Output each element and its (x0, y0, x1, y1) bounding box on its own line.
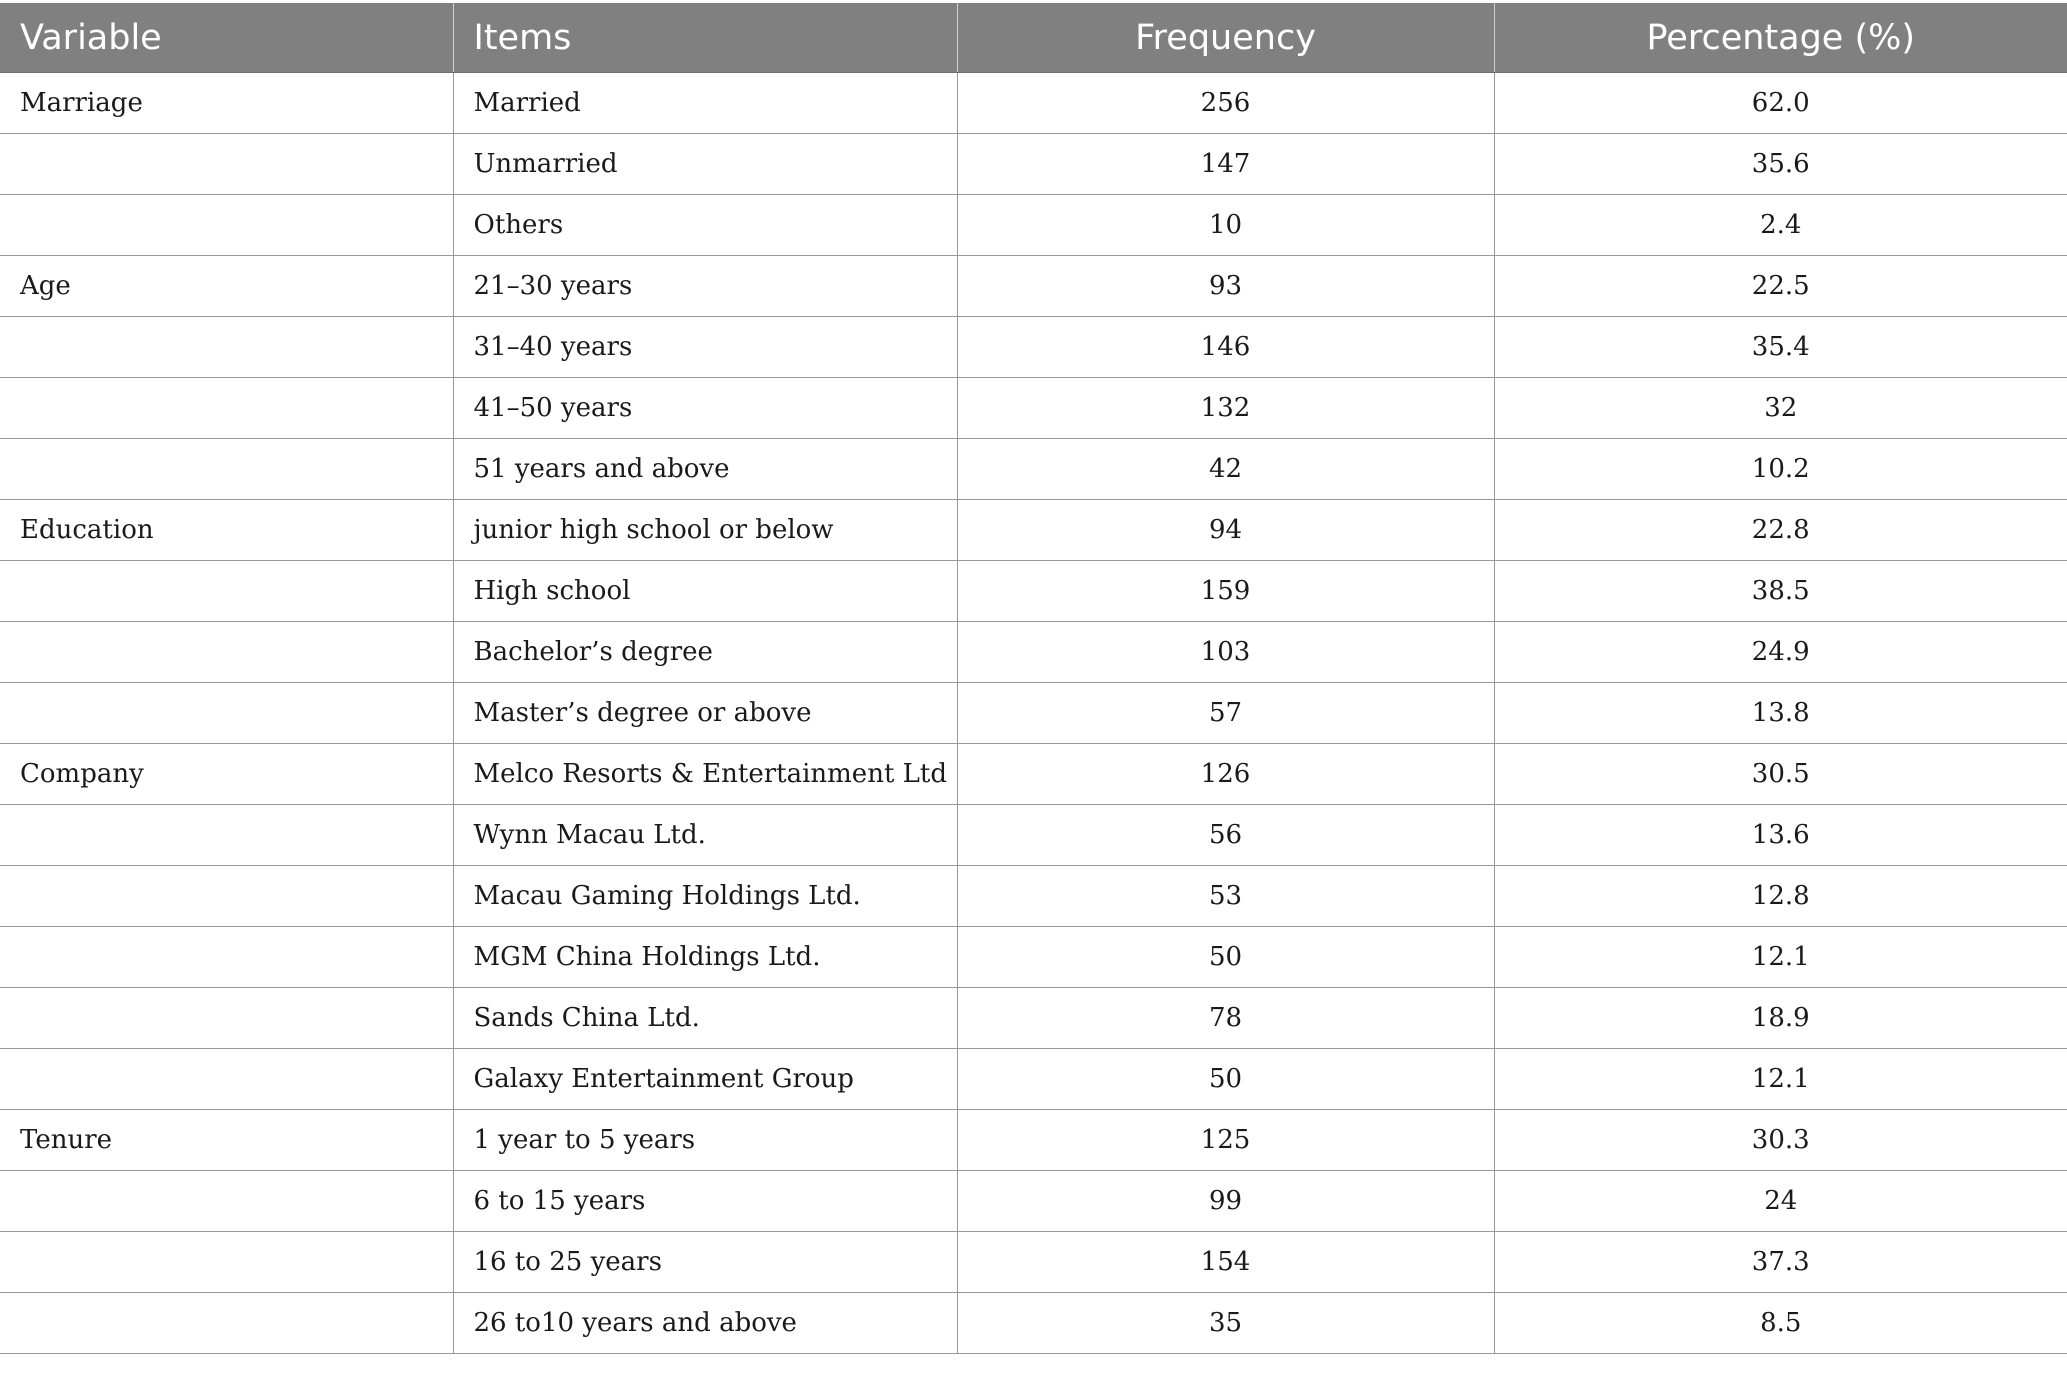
variable-cell (0, 134, 453, 195)
frequency-cell: 132 (957, 378, 1494, 439)
variable-cell: Tenure (0, 1110, 453, 1171)
variable-cell (0, 1171, 453, 1232)
item-cell: junior high school or below (453, 500, 957, 561)
table-row (0, 988, 2067, 1049)
frequency-cell: 103 (957, 622, 1494, 683)
table-row (0, 500, 2067, 561)
table-row (0, 1049, 2067, 1110)
item-cell: 31–40 years (453, 317, 957, 378)
percentage-cell: 12.1 (1494, 1049, 2067, 1110)
item-cell: High school (453, 561, 957, 622)
variable-cell (0, 805, 453, 866)
table-row (0, 317, 2067, 378)
variable-cell (0, 439, 453, 500)
item-cell: Married (453, 73, 957, 134)
frequency-cell: 10 (957, 195, 1494, 256)
table-row (0, 1232, 2067, 1293)
percentage-cell: 35.6 (1494, 134, 2067, 195)
variable-cell: Company (0, 744, 453, 805)
percentage-cell: 24 (1494, 1171, 2067, 1232)
frequency-cell: 50 (957, 927, 1494, 988)
table-row (0, 134, 2067, 195)
item-cell: 26 to10 years and above (453, 1293, 957, 1354)
item-cell: Macau Gaming Holdings Ltd. (453, 866, 957, 927)
header-percentage: Percentage (%) (1494, 3, 2067, 73)
variable-cell: Education (0, 500, 453, 561)
variable-cell (0, 1293, 453, 1354)
frequency-cell: 35 (957, 1293, 1494, 1354)
item-cell: 1 year to 5 years (453, 1110, 957, 1171)
item-cell: Unmarried (453, 134, 957, 195)
table-row (0, 1171, 2067, 1232)
header-frequency: Frequency (957, 3, 1494, 73)
frequency-cell: 159 (957, 561, 1494, 622)
frequency-cell: 53 (957, 866, 1494, 927)
table-row (0, 439, 2067, 500)
percentage-cell: 2.4 (1494, 195, 2067, 256)
item-cell: Master’s degree or above (453, 683, 957, 744)
header-variable: Variable (0, 3, 453, 73)
frequency-cell: 154 (957, 1232, 1494, 1293)
variable-cell (0, 195, 453, 256)
percentage-cell: 12.1 (1494, 927, 2067, 988)
percentage-cell: 8.5 (1494, 1293, 2067, 1354)
item-cell: 51 years and above (453, 439, 957, 500)
percentage-cell: 18.9 (1494, 988, 2067, 1049)
percentage-cell: 38.5 (1494, 561, 2067, 622)
variable-cell (0, 378, 453, 439)
item-cell: Wynn Macau Ltd. (453, 805, 957, 866)
table-header (0, 3, 2067, 73)
table-row (0, 683, 2067, 744)
percentage-cell: 24.9 (1494, 622, 2067, 683)
percentage-cell: 12.8 (1494, 866, 2067, 927)
table-row (0, 805, 2067, 866)
item-cell: 41–50 years (453, 378, 957, 439)
table-row (0, 73, 2067, 134)
item-cell: Galaxy Entertainment Group (453, 1049, 957, 1110)
item-cell: Bachelor’s degree (453, 622, 957, 683)
percentage-cell: 10.2 (1494, 439, 2067, 500)
percentage-cell: 30.3 (1494, 1110, 2067, 1171)
percentage-cell: 62.0 (1494, 73, 2067, 134)
table-row (0, 927, 2067, 988)
demographics-table (0, 3, 2067, 1354)
variable-cell (0, 683, 453, 744)
header-row (0, 3, 2067, 73)
table-row (0, 622, 2067, 683)
table-row (0, 1293, 2067, 1354)
table-row (0, 1110, 2067, 1171)
table-row (0, 378, 2067, 439)
frequency-cell: 93 (957, 256, 1494, 317)
variable-cell (0, 317, 453, 378)
percentage-cell: 32 (1494, 378, 2067, 439)
item-cell: Melco Resorts & Entertainment Ltd (453, 744, 957, 805)
table-row (0, 256, 2067, 317)
variable-cell (0, 866, 453, 927)
variable-cell (0, 1232, 453, 1293)
percentage-cell: 22.8 (1494, 500, 2067, 561)
table-row (0, 195, 2067, 256)
frequency-cell: 56 (957, 805, 1494, 866)
table-body (0, 73, 2067, 1354)
percentage-cell: 30.5 (1494, 744, 2067, 805)
percentage-cell: 13.6 (1494, 805, 2067, 866)
frequency-cell: 42 (957, 439, 1494, 500)
variable-cell: Age (0, 256, 453, 317)
percentage-cell: 22.5 (1494, 256, 2067, 317)
frequency-cell: 57 (957, 683, 1494, 744)
table-row (0, 744, 2067, 805)
item-cell: Others (453, 195, 957, 256)
frequency-cell: 78 (957, 988, 1494, 1049)
frequency-cell: 146 (957, 317, 1494, 378)
percentage-cell: 35.4 (1494, 317, 2067, 378)
frequency-cell: 126 (957, 744, 1494, 805)
variable-cell (0, 988, 453, 1049)
variable-cell: Marriage (0, 73, 453, 134)
header-items: Items (453, 3, 957, 73)
item-cell: MGM China Holdings Ltd. (453, 927, 957, 988)
item-cell: 21–30 years (453, 256, 957, 317)
percentage-cell: 13.8 (1494, 683, 2067, 744)
frequency-cell: 256 (957, 73, 1494, 134)
frequency-cell: 99 (957, 1171, 1494, 1232)
variable-cell (0, 927, 453, 988)
frequency-cell: 94 (957, 500, 1494, 561)
frequency-cell: 50 (957, 1049, 1494, 1110)
demographics-table-container (0, 3, 2067, 1354)
table-row (0, 561, 2067, 622)
table-row (0, 866, 2067, 927)
variable-cell (0, 561, 453, 622)
item-cell: 16 to 25 years (453, 1232, 957, 1293)
percentage-cell: 37.3 (1494, 1232, 2067, 1293)
variable-cell (0, 1049, 453, 1110)
frequency-cell: 147 (957, 134, 1494, 195)
variable-cell (0, 622, 453, 683)
frequency-cell: 125 (957, 1110, 1494, 1171)
item-cell: 6 to 15 years (453, 1171, 957, 1232)
item-cell: Sands China Ltd. (453, 988, 957, 1049)
